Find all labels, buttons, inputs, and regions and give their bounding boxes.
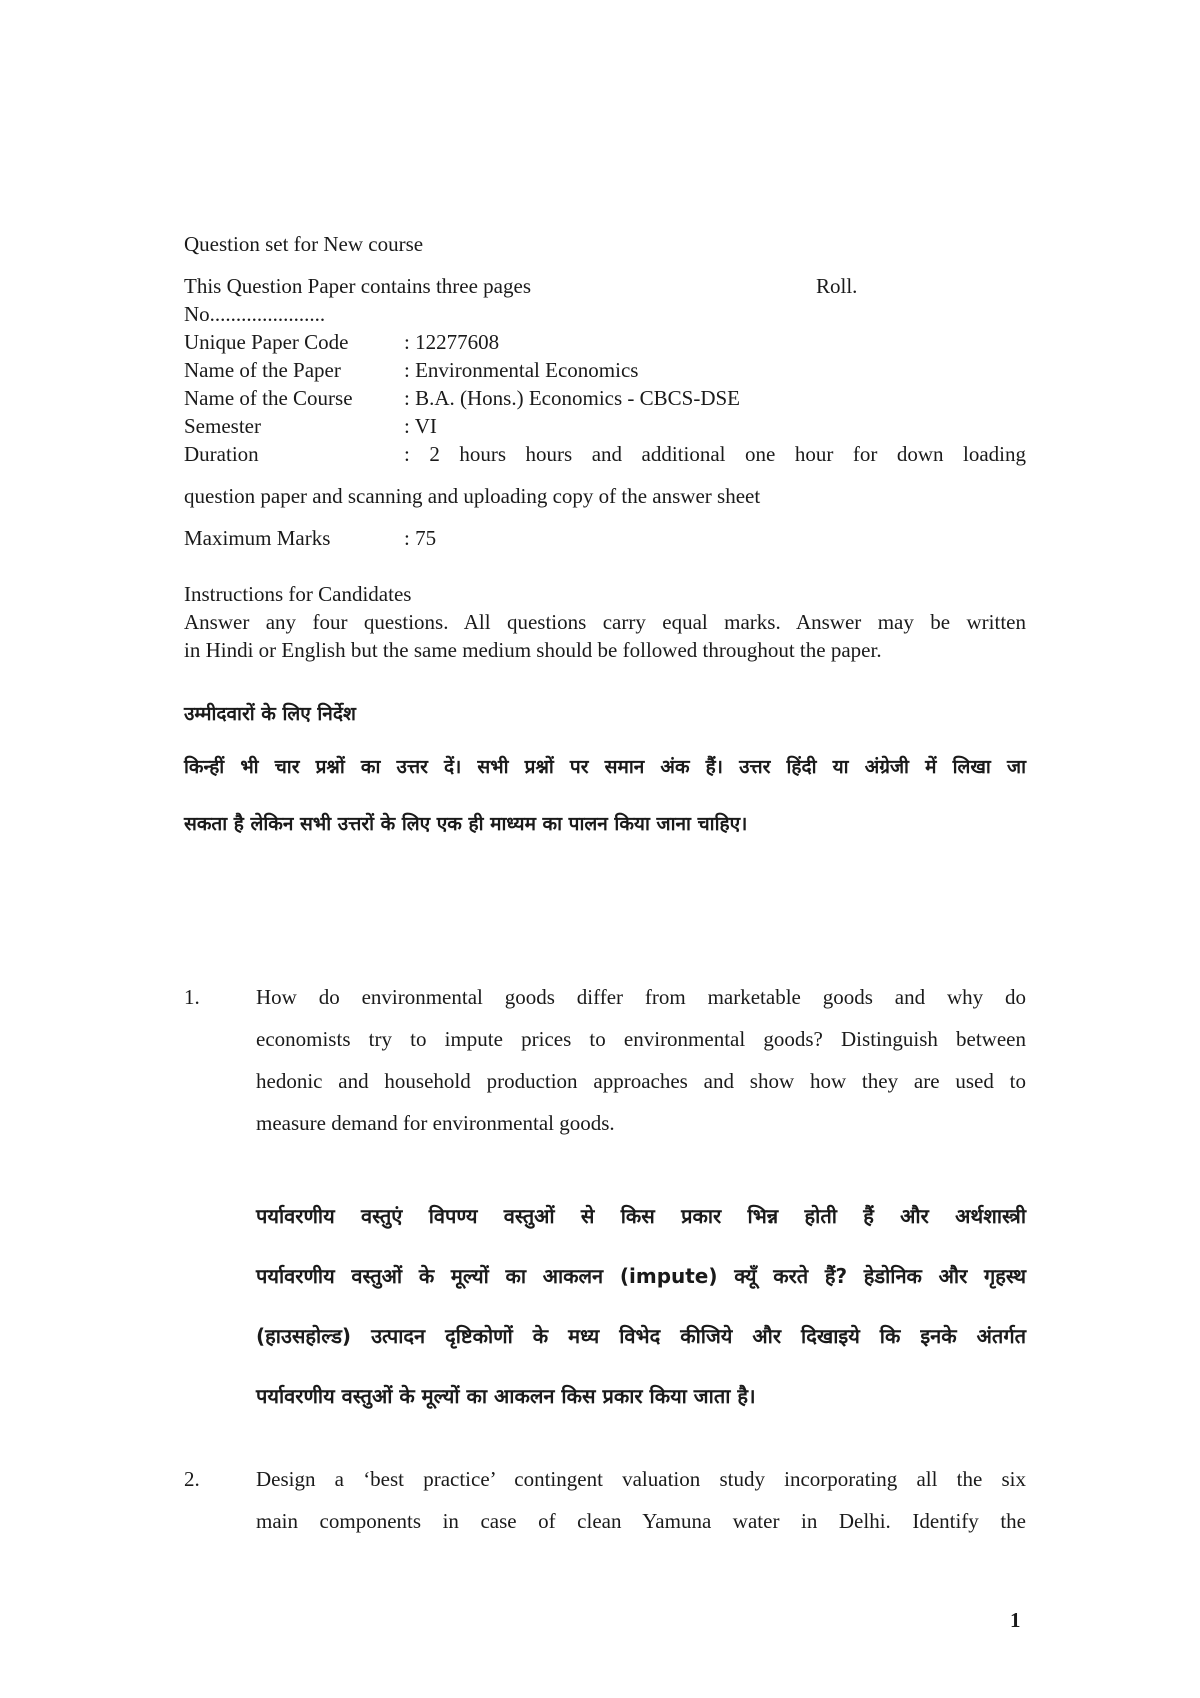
detail-value: : 12277608: [404, 330, 500, 354]
detail-label: Name of the Paper: [184, 358, 341, 382]
hindi-instructions-line: किन्हीं भी चार प्रश्नों का उत्तर दें। सभी प्रश्नों पर समान अंक हैं। उत्तर हिंदी या अंग्रेजी में लिखा जा: [184, 756, 1026, 778]
hindi-instructions-title: उम्मीदवारों के लिए निर्देश: [184, 703, 356, 725]
detail-value: : 2 hours hours and additional one hour for down loading: [404, 442, 1026, 466]
max-marks-row: [184, 524, 436, 552]
question-text-line: main components in case of clean Yamuna water in Delhi. Identify the: [256, 1509, 1026, 1533]
question-hindi-line: पर्यावरणीय वस्तुएं विपण्य वस्तुओं से किस प्रकार भिन्न होती हैं और अर्थशास्त्री: [256, 1204, 1026, 1228]
detail-value: : VI: [404, 414, 437, 438]
detail-label: Name of the Course: [184, 386, 353, 410]
detail-row-course: [184, 384, 740, 412]
question-hindi-line: (हाउसहोल्ड) उत्पादन दृष्टिकोणों के मध्य विभेद कीजिये और दिखाइये कि इनके अंतर्गत: [256, 1324, 1026, 1348]
detail-row-paper-name: [184, 356, 638, 384]
detail-row-duration: [184, 440, 1026, 468]
question-text-line: economists try to impute prices to environmental goods? Distinguish between: [256, 1027, 1026, 1051]
hindi-instructions-line: सकता है लेकिन सभी उत्तरों के लिए एक ही माध्यम का पालन किया जाना चाहिए।: [184, 813, 748, 835]
instructions-line: Answer any four questions. All questions carry equal marks. Answer may be written: [184, 610, 1026, 634]
detail-value: : B.A. (Hons.) Economics - CBCS-DSE: [404, 386, 740, 410]
detail-value: : Environmental Economics: [404, 358, 639, 382]
duration-continuation: question paper and scanning and uploading copy of the answer sheet: [184, 484, 761, 508]
question-text-line: Design a ‘best practice’ contingent valuation study incorporating all the six: [256, 1467, 1026, 1491]
roll-label: Roll.: [816, 274, 858, 298]
roll-no-label: No......................: [184, 302, 326, 326]
detail-row-paper-code: [184, 328, 499, 356]
set-title: Question set for New course: [184, 232, 424, 256]
detail-label: Unique Paper Code: [184, 330, 349, 354]
instructions-line: in Hindi or English but the same medium should be followed throughout the paper.: [184, 638, 882, 662]
question-text-line: How do environmental goods differ from marketable goods and why do: [256, 985, 1026, 1009]
question-hindi-line: पर्यावरणीय वस्तुओं के मूल्यों का आकलन किस प्रकार किया जाता है।: [256, 1384, 756, 1408]
question-hindi-line: पर्यावरणीय वस्तुओं के मूल्यों का आकलन (impute) क्यूँ करते हैं? हेडोनिक और गृहस्थ: [256, 1264, 1026, 1288]
pages-count-text: This Question Paper contains three pages: [184, 274, 531, 298]
question-text-line: hedonic and household production approaches and show how they are used to: [256, 1069, 1026, 1093]
question-number: 2.: [184, 1467, 200, 1491]
max-marks-label: Maximum Marks: [184, 526, 331, 550]
question-number: 1.: [184, 985, 200, 1009]
detail-row-semester: [184, 412, 437, 440]
max-marks-value: : 75: [404, 526, 437, 550]
detail-label: Semester: [184, 414, 261, 438]
question-text-line: measure demand for environmental goods.: [256, 1111, 615, 1135]
instructions-title: Instructions for Candidates: [184, 582, 412, 606]
page-number: 1: [1010, 1608, 1021, 1632]
detail-label: Duration: [184, 442, 259, 466]
